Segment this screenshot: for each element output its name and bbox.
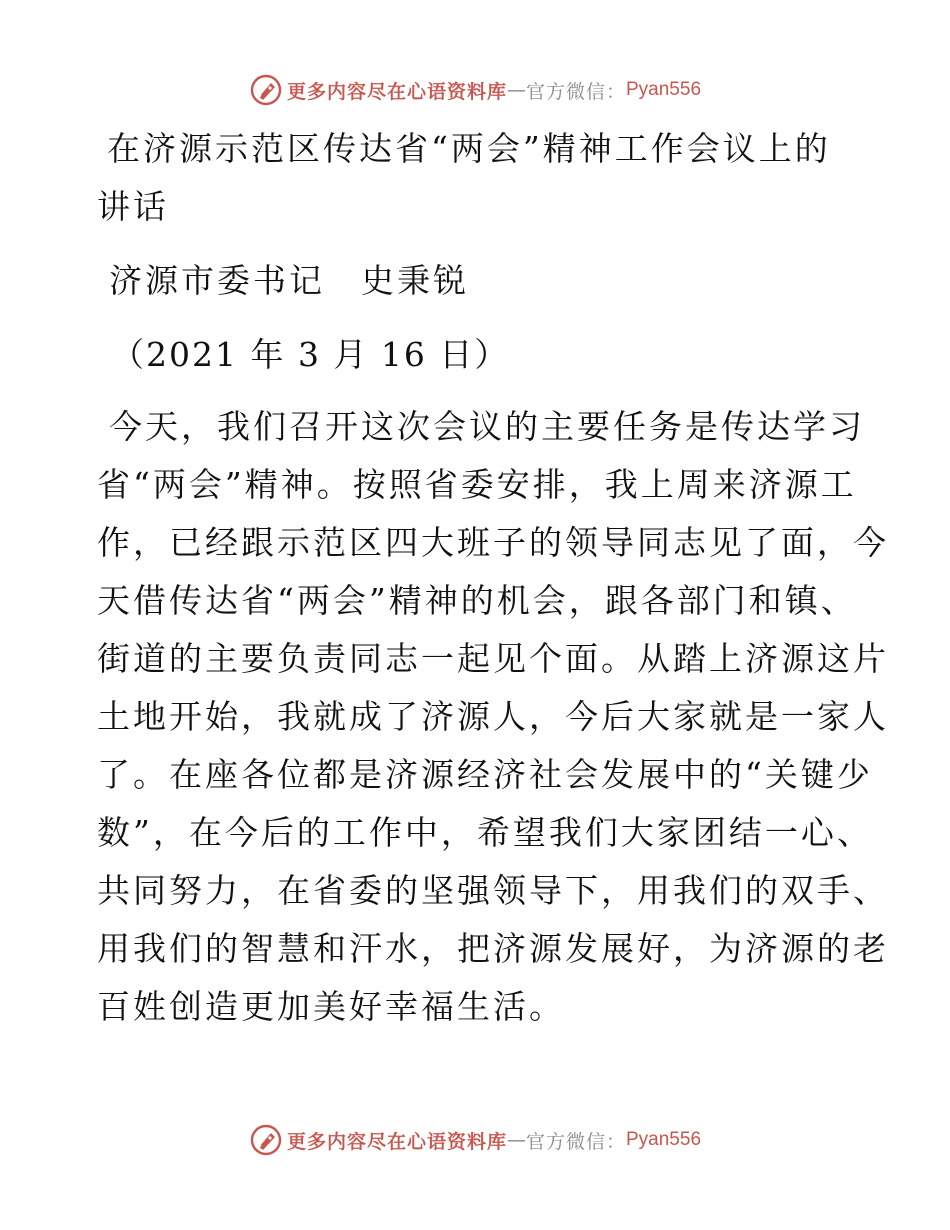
document-author: 济源市委书记 史秉锐 [109,261,469,300]
banner-separator: — [506,79,526,101]
banner-separator: — [506,1129,526,1151]
document-title-line-2: 讲话 [97,187,169,226]
paragraph-line: 今天，我们召开这次会议的主要任务是传达学习 [109,407,865,446]
paragraph-line: 作，已经跟示范区四大班子的领导同志见了面，今 [97,523,889,562]
document-paragraph [97,398,889,1036]
paragraph-line: 百姓创造更加美好幸福生活。 [97,987,565,1026]
paragraph-line: 用我们的智慧和汗水，把济源发展好，为济源的老 [97,929,889,968]
document-title-line-1: 在济源示范区传达省“两会”精神工作会议上的 [107,129,831,168]
pen-nib-logo-icon [249,1123,283,1157]
banner-wechat-label: 官方微信： [525,80,626,103]
paragraph-line: 数”，在今后的工作中，希望我们大家团结一心、 [97,813,873,852]
header-watermark-banner [0,70,950,110]
paragraph-line: 街道的主要负责同志一起见个面。从踏上济源这片 [97,639,889,678]
paragraph-line: 省“两会”精神。按照省委安排，我上周来济源工 [97,465,857,504]
banner-main-text: 更多内容尽在心语资料库 [286,80,507,103]
paragraph-line: 土地开始，我就成了济源人，今后大家就是一家人 [97,697,889,736]
document-body [97,120,889,1036]
document-date: （2021 年 3 月 16 日） [111,335,510,374]
banner-main-text: 更多内容尽在心语资料库 [286,1130,507,1153]
paragraph-line: 了。在座各位都是济源经济社会发展中的“关键少 [97,755,873,794]
pen-nib-logo-icon [249,73,283,107]
banner-wechat-id: Pyan556 [626,1129,702,1150]
paragraph-line: 共同努力，在省委的坚强领导下，用我们的双手、 [97,871,889,910]
footer-watermark-banner [0,1120,950,1160]
banner-wechat-label: 官方微信： [525,1130,626,1153]
paragraph-line: 天借传达省“两会”精神的机会，跟各部门和镇、 [97,581,857,620]
banner-wechat-id: Pyan556 [626,79,702,100]
